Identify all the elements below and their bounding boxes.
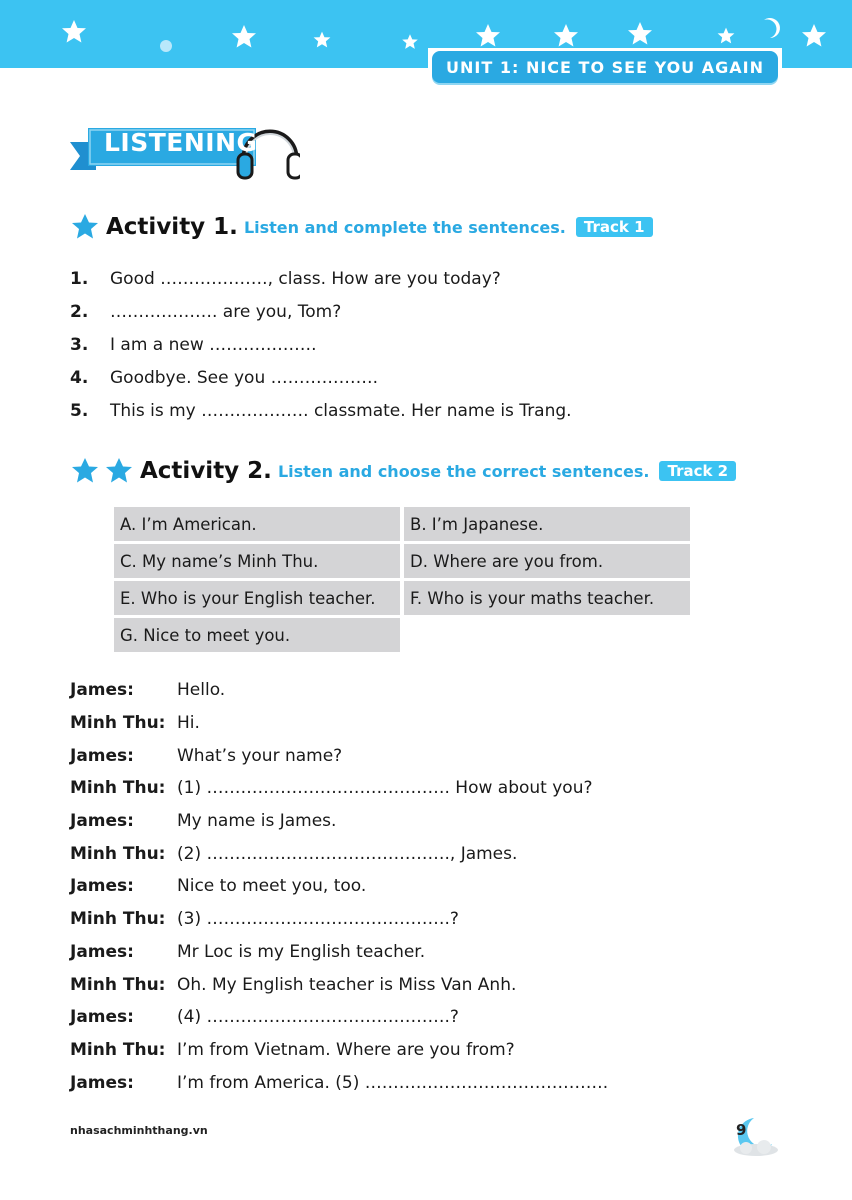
dialogue-row [70,837,770,870]
speaker: Minh Thu: [70,909,166,930]
dialogue-line: (3) …………………………………….? [177,909,459,930]
activity1-track: Track 1 [576,217,653,237]
dialogue-line: Hi. [177,713,200,734]
star-icon [802,24,826,47]
dialogue [70,674,770,1099]
star-icon [62,20,86,43]
speaker: James: [70,941,134,962]
star-icon [70,456,100,486]
option-cell: E. Who is your English teacher. [114,581,400,615]
dialogue-line: I’m from Vietnam. Where are you from? [177,1039,515,1060]
option-cell: A. I’m American. [114,507,400,541]
speaker: James: [70,680,134,701]
dialogue-line: Mr Loc is my English teacher. [177,941,426,962]
activity2-track: Track 2 [659,461,736,481]
item-text: Good ………………., class. How are you today? [110,268,501,289]
unit-title: UNIT 1: NICE TO SEE YOU AGAIN [432,51,778,83]
dialogue-line: (2) ……………………………………., James. [177,843,518,864]
activity2-title: Activity 2. [140,458,272,484]
speaker: James: [70,811,134,832]
list-item [70,262,770,295]
star-icon [628,22,652,45]
activity1-title: Activity 1. [106,214,238,240]
dialogue-row [70,936,770,969]
star-icon [718,28,735,44]
dialogue-row [70,674,770,707]
dot-icon [160,40,172,52]
activity1-heading [70,212,653,242]
options-table [114,507,690,652]
dialogue-row [70,1001,770,1034]
item-text: This is my ………………. classmate. Her name is Trang. [110,400,572,421]
star-icon [554,24,578,47]
dialogue-row [70,707,770,740]
item-text: Goodbye. See you ………………. [110,367,379,388]
dialogue-row [70,1034,770,1067]
dialogue-row [70,870,770,903]
dialogue-line: I’m from America. (5) ……………………………………. [177,1072,609,1093]
speaker: Minh Thu: [70,1039,166,1060]
activity2-instruction: Listen and choose the correct sentences. [277,461,650,481]
dialogue-row [70,1066,770,1099]
item-number: 1. [70,268,89,289]
dialogue-line: (1) ……………………………………. How about you? [177,778,593,799]
activity1-instruction: Listen and complete the sentences. [243,217,566,237]
star-icon [70,212,100,242]
dialogue-row [70,772,770,805]
option-cell: B. I’m Japanese. [404,507,690,541]
dialogue-row [70,805,770,838]
dialogue-line: My name is James. [177,811,337,832]
speaker: James: [70,745,134,766]
list-item [70,295,770,328]
dialogue-line: (4) …………………………………….? [177,1007,459,1028]
item-number: 4. [70,367,89,388]
dialogue-line: Nice to meet you, too. [177,876,367,897]
speaker: James: [70,1007,134,1028]
option-cell: G. Nice to meet you. [114,618,400,652]
option-cell: D. Where are you from. [404,544,690,578]
dialogue-row [70,968,770,1001]
option-cell: C. My name’s Minh Thu. [114,544,400,578]
option-cell: F. Who is your maths teacher. [404,581,690,615]
page-number: 9 [736,1121,747,1139]
item-text: ………………. are you, Tom? [110,301,342,322]
list-item [70,328,770,361]
star-icon [314,32,331,48]
star-icon [402,34,418,49]
list-item [70,361,770,394]
dialogue-row [70,739,770,772]
moon-icon [764,18,780,38]
speaker: James: [70,876,134,897]
star-icon [476,24,500,47]
section-title: LISTENING [104,128,258,157]
website-url: nhasachminhthang.vn [70,1124,208,1137]
activity1-list [70,262,770,427]
list-item [70,394,770,427]
dialogue-line: Hello. [177,680,226,701]
dialogue-line: What’s your name? [177,745,343,766]
speaker: James: [70,1072,134,1093]
dialogue-line: Oh. My English teacher is Miss Van Anh. [177,974,517,995]
star-icon [232,25,256,48]
star-icon [104,456,134,486]
speaker: Minh Thu: [70,843,166,864]
item-number: 2. [70,301,89,322]
moon-icon [121,26,138,49]
item-text: I am a new ………………. [110,334,317,355]
item-number: 3. [70,334,89,355]
dialogue-row [70,903,770,936]
activity2-heading [70,456,736,486]
speaker: Minh Thu: [70,713,166,734]
speaker: Minh Thu: [70,974,166,995]
moon-cloud-icon [726,1112,786,1160]
item-number: 5. [70,400,89,421]
speaker: Minh Thu: [70,778,166,799]
